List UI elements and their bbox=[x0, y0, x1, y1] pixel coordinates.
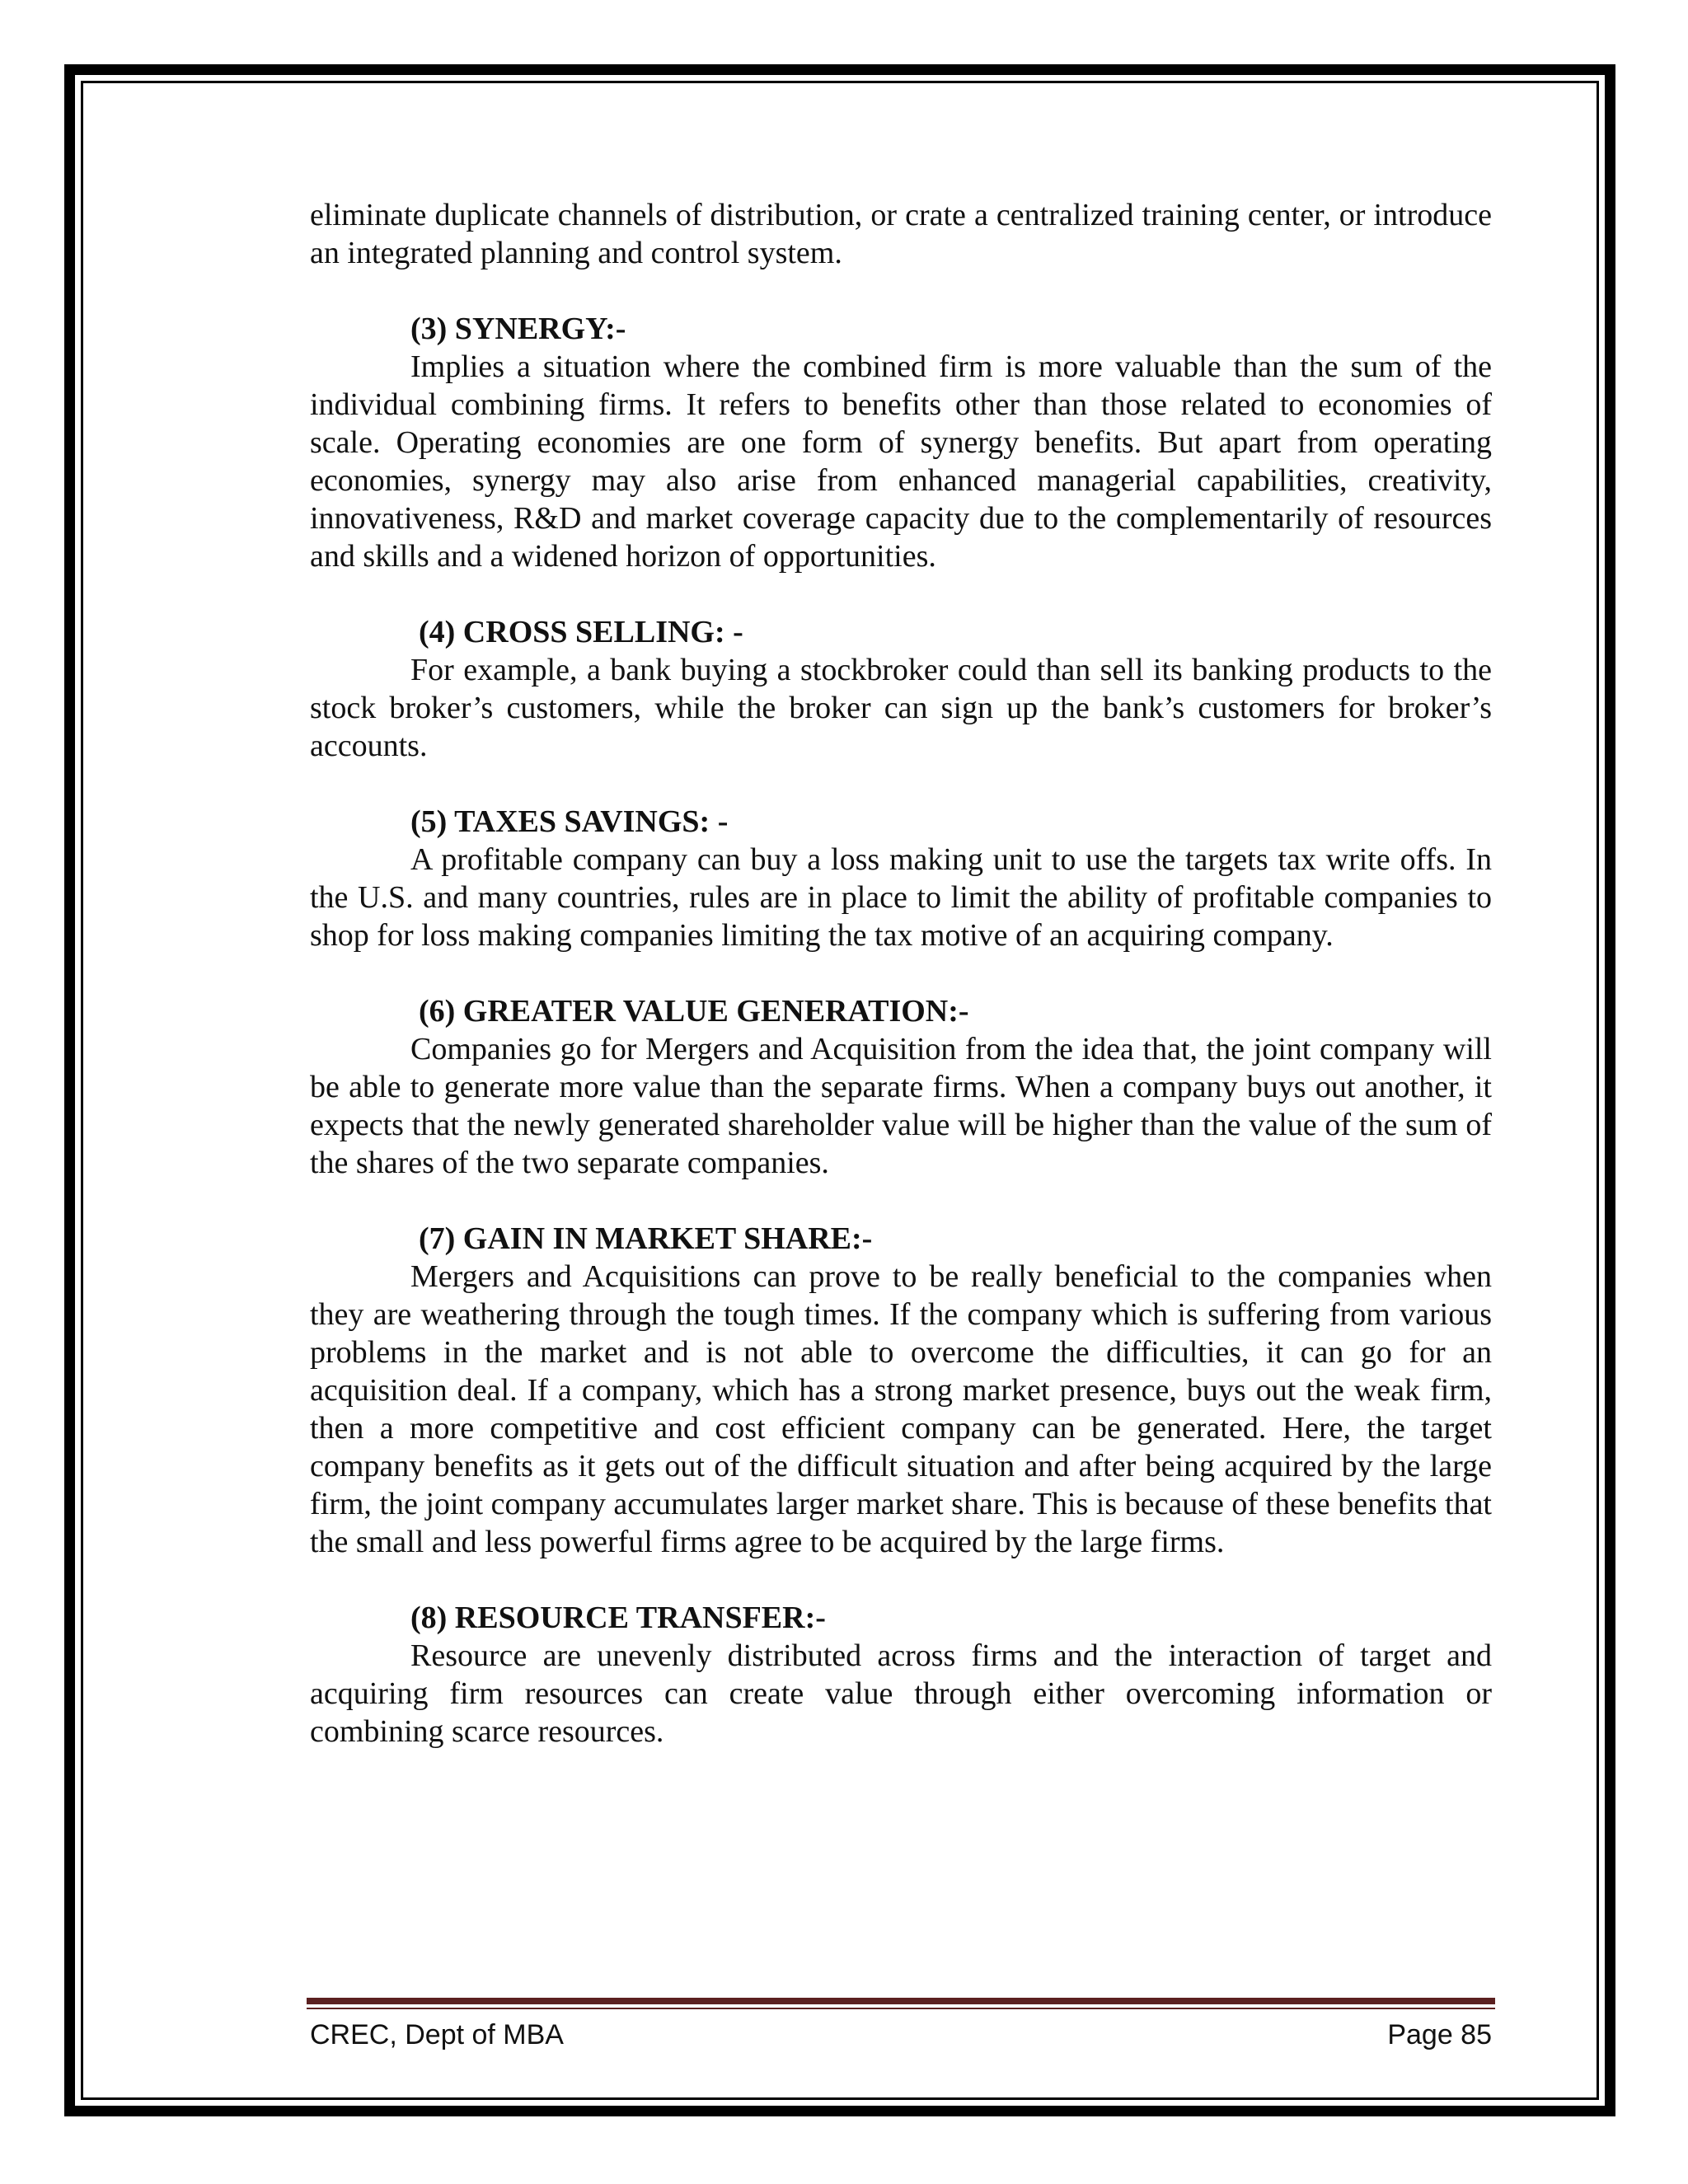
footer-rule bbox=[307, 1998, 1495, 2004]
section-body: For example, a bank buying a stockbroker could than sell its banking products to the stock broker’s customers, while the broker can sign up the bank’s customers for broker’s accounts. bbox=[310, 653, 1492, 763]
section-body: A profitable company can buy a loss making unit to use the targets tax write offs. In the U.S. and many countries, rules are in place to limit the ability of profitable companies to shop for loss making companies limiting the tax motive of an acquiring company. bbox=[310, 842, 1492, 953]
footer-rule-thin bbox=[307, 2008, 1495, 2009]
section-gain-in-market-share bbox=[310, 1220, 1492, 1561]
section-greater-value-generation bbox=[310, 992, 1492, 1182]
page-footer bbox=[310, 2014, 1492, 2055]
section-heading: (8) RESOURCE TRANSFER:- bbox=[410, 1601, 826, 1635]
section-taxes-savings bbox=[310, 803, 1492, 954]
section-heading: (6) GREATER VALUE GENERATION:- bbox=[419, 994, 969, 1029]
page-number: Page 85 bbox=[1387, 2019, 1492, 2050]
section-body: Companies go for Mergers and Acquisition from the idea that, the joint company will be able to generate more value than the separate firms. When a company buys out another, it expects that the newly generated shareholder value will be higher than the value of the sum of the shares of the two separate companies. bbox=[310, 1032, 1492, 1180]
section-heading: (3) SYNERGY:- bbox=[410, 312, 626, 346]
section-body: Mergers and Acquisitions can prove to be really beneficial to the companies when they are weathering through the tough times. If the company which is suffering from various problems in the market and is not able to overcome the difficulties, it can go for an acquisition deal. If a company, which has a strong market presence, buys out the weak firm, then a more competitive and cost efficient company can be generated. Here, the target company benefits as it gets out of the difficult situation and after being acquired by the large firm, the joint company accumulates larger market share. This is because of these benefits that the small and less powerful firms agree to be acquired by the large firms. bbox=[310, 1259, 1492, 1559]
section-heading: (7) GAIN IN MARKET SHARE:- bbox=[419, 1221, 873, 1256]
section-synergy bbox=[310, 310, 1492, 575]
section-heading: (5) TAXES SAVINGS: - bbox=[410, 804, 729, 839]
section-heading: (4) CROSS SELLING: - bbox=[419, 615, 743, 649]
page-content bbox=[310, 196, 1492, 1750]
section-body: Resource are unevenly distributed across firms and the interaction of target and acquiring firm resources can create value through either overcoming information or combining scarce resources. bbox=[310, 1638, 1492, 1749]
section-resource-transfer bbox=[310, 1599, 1492, 1750]
section-cross-selling bbox=[310, 613, 1492, 765]
footer-department: CREC, Dept of MBA bbox=[310, 2019, 564, 2050]
section-body: Implies a situation where the combined firm is more valuable than the sum of the individual combining firms. It refers to benefits other than those related to economies of scale. Operating economies are one form of synergy benefits. But apart from operating economies, synergy may also arise from enhanced managerial capabilities, creativity, innovativeness, R&D and market coverage capacity due to the complementarily of resources and skills and a widened horizon of opportunities. bbox=[310, 349, 1492, 574]
intro-paragraph: eliminate duplicate channels of distribution, or crate a centralized training center, or introduce an integrated planning and control system. bbox=[310, 198, 1492, 270]
